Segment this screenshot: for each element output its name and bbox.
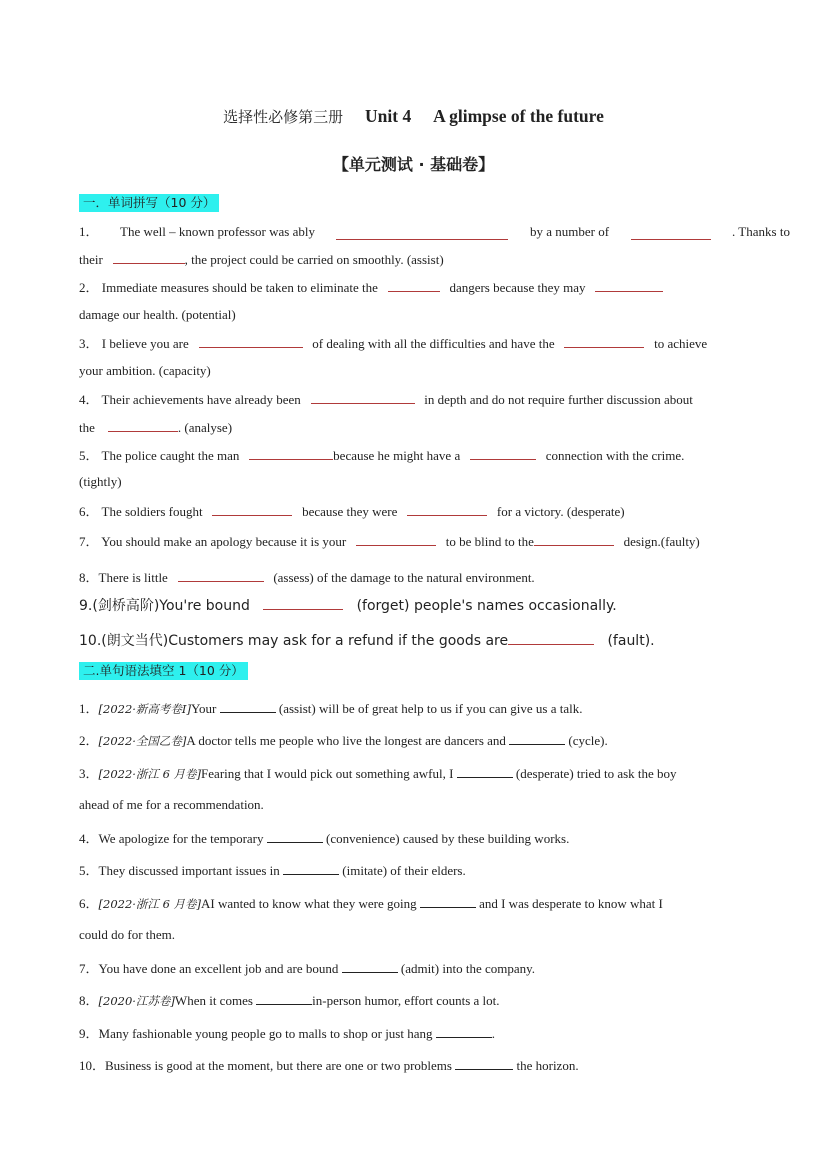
s1-q8-b: (assess) of the damage to the natural environment. <box>273 570 535 585</box>
s1-q7-line <box>79 533 700 550</box>
s1-q3-a: I believe you are <box>101 336 189 351</box>
s1-q3-blank2[interactable] <box>564 335 644 348</box>
s1-q8-num: 8． <box>79 570 99 585</box>
s1-q10-b: (fault). <box>607 633 655 649</box>
s1-q4-c: the <box>79 420 95 435</box>
s1-q4-a: Their achievements have already been <box>101 392 301 407</box>
s1-q7-b: to be blind to the <box>445 534 534 549</box>
s2-8-b: in-person humor, effort counts a lot. <box>312 993 500 1008</box>
s2-1-b: (assist) will be of great help to us if you can give us a talk. <box>278 701 583 716</box>
s1-q5-c: connection with the crime. <box>545 448 685 463</box>
s2-1-blank[interactable] <box>220 700 276 713</box>
subtitle: 【单元测试 · 基础卷】 <box>332 155 495 174</box>
s1-q3-num: 3． <box>79 336 99 351</box>
s1-q6-a: The soldiers fought <box>101 504 203 519</box>
title-en: A glimpse of the future <box>433 106 604 126</box>
s1-q3-blank1[interactable] <box>199 335 303 348</box>
s2-8-num: 8． <box>79 993 99 1008</box>
s1-q9-a: 9.(剑桥高阶)You're bound <box>79 598 250 614</box>
s2-item-6 <box>79 895 663 912</box>
s1-q3-line1 <box>79 335 707 352</box>
title-unit: Unit 4 <box>365 106 412 126</box>
s1-q1-num: 1． <box>79 224 99 239</box>
s2-item-7 <box>79 960 535 977</box>
s1-q1-e: , the project could be carried on smoothly. (assist) <box>184 252 444 267</box>
s2-9-b: . <box>491 1026 495 1041</box>
s1-q1-blank2[interactable] <box>631 227 711 240</box>
s1-q1-b: by a number of <box>529 224 610 239</box>
s2-10-num: 10． <box>79 1058 106 1073</box>
s1-q2-c: damage our health. (potential) <box>79 307 236 322</box>
title-cn: 选择性必修第三册 <box>223 108 344 126</box>
s2-3-num: 3． <box>79 766 99 781</box>
s2-8-blank[interactable] <box>256 992 312 1005</box>
s1-q3-c: to achieve <box>654 336 708 351</box>
s1-q5-num: 5． <box>79 448 99 463</box>
s1-q6-num: 6． <box>79 504 99 519</box>
section2-heading: 二.单句语法填空 1（10 分） <box>79 662 248 680</box>
s2-5-b: (imitate) of their elders. <box>342 863 466 878</box>
s1-q1-d: their <box>79 252 103 267</box>
s2-6-src: [2022·浙江 6 月卷] <box>98 897 202 911</box>
s1-q1-blank1[interactable] <box>336 227 508 240</box>
s1-q2-num: 2． <box>79 280 99 295</box>
s1-q7-a: You should make an apology because it is your <box>101 534 347 549</box>
s1-q1-line1 <box>79 224 790 240</box>
s2-7-num: 7． <box>79 961 99 976</box>
s1-q8-blank[interactable] <box>178 569 264 582</box>
s2-item-3 <box>79 765 677 782</box>
s2-1-src: [2022·新高考卷Ⅰ] <box>98 702 191 716</box>
s1-q9-blank[interactable] <box>263 597 343 610</box>
s2-8-a: When it comes <box>174 993 253 1008</box>
s1-q2-blank1[interactable] <box>388 279 440 292</box>
s1-q5-d: (tightly) <box>79 474 122 489</box>
s2-5-num: 5． <box>79 863 99 878</box>
s1-q9-line <box>79 597 617 615</box>
s1-q7-blank1[interactable] <box>356 533 436 546</box>
s1-q5-blank1[interactable] <box>249 447 333 460</box>
s2-10-b: the horizon. <box>516 1058 579 1073</box>
s1-q4-b: in depth and do not require further discussion about <box>424 392 693 407</box>
s1-q2-line1 <box>79 279 663 296</box>
s2-9-blank[interactable] <box>436 1025 492 1038</box>
s2-6-a: AI wanted to know what they were going <box>201 896 417 911</box>
s2-item-1 <box>79 700 583 717</box>
s2-10-a: Business is good at the moment, but there are one or two problems <box>105 1058 452 1073</box>
s1-q6-line <box>79 503 625 520</box>
s2-3-a: Fearing that I would pick out something awful, I <box>201 766 454 781</box>
s2-6-c: could do for them. <box>79 927 176 942</box>
s1-q1-blank3[interactable] <box>113 251 185 264</box>
s2-2-b: (cycle). <box>568 733 608 748</box>
s1-q1-a: The well – known professor was ably <box>120 224 315 239</box>
s1-q4-blank1[interactable] <box>311 391 415 404</box>
s2-3-b: (desperate) tried to ask the boy <box>515 766 677 781</box>
s2-5-a: They discussed important issues in <box>98 863 280 878</box>
s2-1-a: Your <box>190 701 217 716</box>
s1-q2-a: Immediate measures should be taken to eliminate the <box>101 280 378 295</box>
s2-5-blank[interactable] <box>283 862 339 875</box>
s2-item-4 <box>79 830 569 847</box>
s1-q4-d: . (analyse) <box>177 420 233 435</box>
s2-6-blank[interactable] <box>420 895 476 908</box>
page-title <box>0 106 827 127</box>
s1-q5-line1 <box>79 447 684 464</box>
s2-7-a: You have done an excellent job and are bound <box>98 961 339 976</box>
s2-1-num: 1． <box>79 701 99 716</box>
s1-q2-b: dangers because they may <box>449 280 586 295</box>
s1-q5-a: The police caught the man <box>101 448 240 463</box>
s1-q3-b: of dealing with all the difficulties and have the <box>312 336 555 351</box>
s1-q4-num: 4． <box>79 392 99 407</box>
s2-2-a: A doctor tells me people who live the longest are dancers and <box>186 733 506 748</box>
s2-9-num: 9． <box>79 1026 99 1041</box>
s2-2-src: [2022·全国乙卷] <box>98 734 187 748</box>
s1-q6-b: because they were <box>302 504 398 519</box>
s1-q5-blank2[interactable] <box>470 447 536 460</box>
s1-q8-a: There is little <box>98 570 168 585</box>
s2-7-b: (admit) into the company. <box>400 961 536 976</box>
s2-10-blank[interactable] <box>455 1057 513 1070</box>
s2-4-a: We apologize for the temporary <box>98 831 264 846</box>
s2-2-num: 2． <box>79 733 99 748</box>
s2-3-c: ahead of me for a recommendation. <box>79 797 264 812</box>
s1-q2-blank2[interactable] <box>595 279 663 292</box>
s2-8-src: [2020·江苏卷] <box>98 994 175 1008</box>
s2-item-2 <box>79 732 608 749</box>
s1-q1-line2 <box>79 251 444 268</box>
s1-q1-c: . Thanks to <box>732 224 790 239</box>
s2-6-num: 6． <box>79 896 99 911</box>
s2-item-5 <box>79 862 466 879</box>
s1-q10-blank[interactable] <box>508 632 594 645</box>
s2-4-blank[interactable] <box>267 830 323 843</box>
s1-q4-line1 <box>79 391 693 408</box>
s1-q7-c: design.(faulty) <box>623 534 700 549</box>
section1-heading: 一．单词拼写（10 分） <box>79 194 219 212</box>
s1-q4-blank2[interactable] <box>108 419 178 432</box>
s2-item-10 <box>79 1057 579 1074</box>
s2-6-b: and I was desperate to know what I <box>479 896 663 911</box>
s2-4-num: 4． <box>79 831 99 846</box>
s1-q4-line2 <box>79 419 232 436</box>
s2-2-blank[interactable] <box>509 732 565 745</box>
s2-4-b: (convenience) caused by these building works. <box>326 831 570 846</box>
s2-3-src: [2022·浙江 6 月卷] <box>98 767 202 781</box>
s1-q3-d: your ambition. (capacity) <box>79 363 211 378</box>
s1-q8-line <box>79 569 535 586</box>
s2-item-9 <box>79 1025 495 1042</box>
s1-q6-blank1[interactable] <box>212 503 292 516</box>
s1-q6-c: for a victory. (desperate) <box>496 504 625 519</box>
s2-3-blank[interactable] <box>457 765 513 778</box>
s2-9-a: Many fashionable young people go to malls to shop or just hang <box>98 1026 433 1041</box>
s1-q9-b: (forget) people's names occasionally. <box>356 598 617 614</box>
s1-q10-a: 10.(朗文当代)Customers may ask for a refund if the goods are <box>79 633 509 649</box>
s1-q10-line <box>79 632 655 650</box>
s1-q7-num: 7． <box>79 534 99 549</box>
s1-q5-b: because he might have a <box>333 448 461 463</box>
s1-q7-blank2[interactable] <box>534 533 614 546</box>
s2-7-blank[interactable] <box>342 960 398 973</box>
s1-q6-blank2[interactable] <box>407 503 487 516</box>
s2-item-8 <box>79 992 500 1009</box>
